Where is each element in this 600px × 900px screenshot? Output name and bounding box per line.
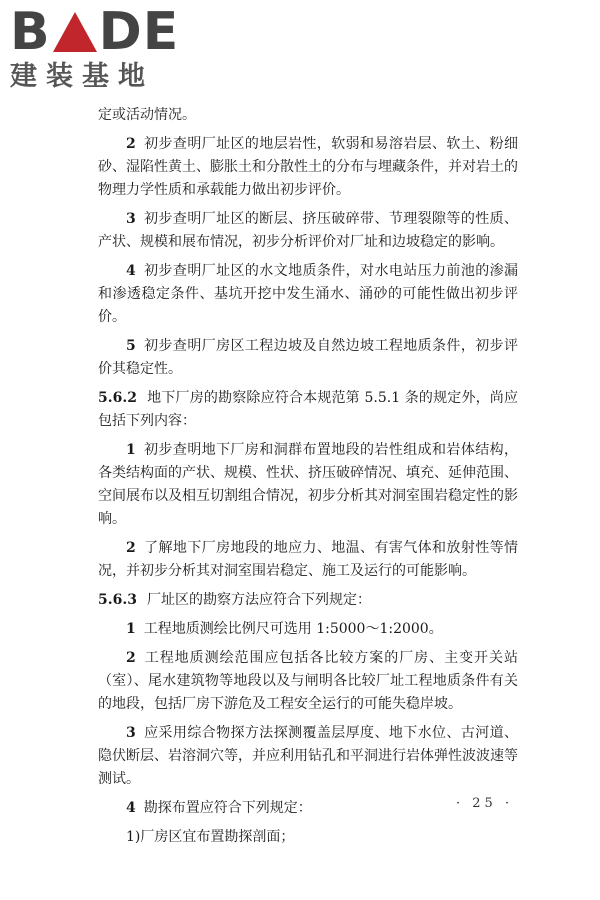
item-text: 应采用综合物探方法探测覆盖层厚度、地下水位、古河道、隐伏断层、岩溶洞穴等，并应利用钻孔和平洞进行岩体弹性波波速等测试。 — [98, 725, 518, 787]
item-text: 工程地质测绘比例尺可选用 1:5000～1:2000。 — [143, 621, 443, 637]
list-item-1 — [98, 439, 518, 531]
section-text: 厂址区的勘察方法应符合下列规定： — [146, 592, 371, 608]
document-body — [98, 104, 518, 855]
item-number: 3 — [126, 725, 136, 741]
item-number: 2 — [126, 136, 136, 152]
item-number: 4 — [126, 263, 136, 279]
item-text: 了解地下厂房地段的地应力、地温、有害气体和放射性等情况，并初步分析其对洞室围岩稳定、施工及运行的可能影响。 — [98, 540, 518, 579]
list-item-2 — [98, 647, 518, 716]
item-text: 初步查明地下厂房和洞群布置地段的岩性组成和岩体结构，各类结构面的产状、规模、性状、挤压破碎情况、填充、延伸范围、空间展布以及相互切割组合情况，初步分析其对洞室围岩稳定性的影响。 — [98, 442, 518, 527]
item-number: 4 — [126, 800, 136, 816]
sub-item-1: 1)厂房区宜布置勘探剖面； — [126, 829, 295, 845]
list-item-4 — [98, 260, 518, 329]
list-item-5 — [98, 335, 518, 381]
logo-a-triangle-icon — [53, 12, 97, 52]
section-number: 5.6.3 — [98, 592, 137, 608]
item-number: 1 — [126, 621, 136, 637]
section-number: 5.6.2 — [98, 390, 137, 406]
section-5-6-3 — [98, 589, 518, 612]
item-text: 勘探布置应符合下列规定： — [143, 800, 312, 816]
item-number: 1 — [126, 442, 136, 458]
item-text: 初步查明厂房区工程边坡及自然边坡工程地质条件，初步评价其稳定性。 — [98, 338, 518, 377]
item-text: 工程地质测绘范围应包括各比较方案的厂房、主变开关站（室）、尾水建筑物等地段以及与闸明各比较厂址工程地质条件有关的地段，包括厂房下游危及工程安全运行的可能失稳岸坡。 — [98, 650, 518, 712]
list-item-3 — [98, 722, 518, 791]
logo-subtitle: 建装基地 — [10, 61, 154, 92]
list-item-4 — [98, 797, 518, 820]
bade-logo — [10, 2, 180, 92]
list-item-2 — [98, 133, 518, 202]
page-number: · 25 · — [456, 796, 514, 811]
paragraph-continuation: 定或活动情况。 — [98, 107, 196, 123]
item-text: 初步查明厂址区的断层、挤压破碎带、节理裂隙等的性质、产状、规模和展布情况，初步分析评价对厂址和边坡稳定的影响。 — [98, 211, 518, 250]
item-number: 2 — [126, 650, 136, 666]
item-number: 5 — [126, 338, 136, 354]
section-text: 地下厂房的勘察除应符合本规范第 5.5.1 条的规定外，尚应包括下列内容： — [98, 390, 518, 429]
section-5-6-2 — [98, 387, 518, 433]
list-item-2 — [98, 537, 518, 583]
list-item-3 — [98, 208, 518, 254]
logo-mark: B DE — [10, 2, 180, 62]
item-text: 初步查明厂址区的地层岩性，软弱和易溶岩层、软土、粉细砂、湿陷性黄土、膨胀土和分散性土的分布与埋藏条件，并对岩土的物理力学性质和承载能力做出初步评价。 — [98, 136, 518, 198]
list-item-1 — [98, 618, 518, 641]
item-number: 2 — [126, 540, 136, 556]
item-number: 3 — [126, 211, 136, 227]
item-text: 初步查明厂址区的水文地质条件，对水电站压力前池的渗漏和渗透稳定条件、基坑开挖中发生涌水、涌砂的可能性做出初步评价。 — [98, 263, 518, 325]
